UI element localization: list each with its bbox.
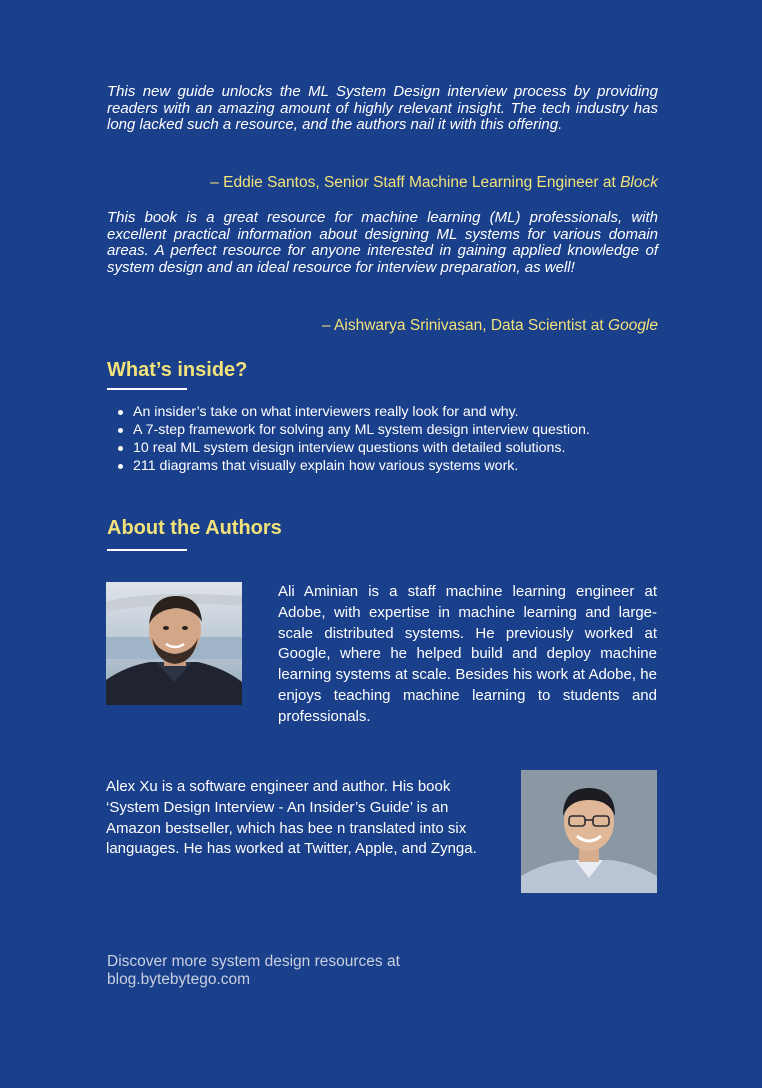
- bullet-icon: [118, 446, 123, 451]
- testimonial-author-2: – Aishwarya Srinivasan, Data Scientist at: [321, 317, 609, 334]
- testimonial-company-1: Block: [620, 174, 658, 191]
- whats-inside-list: [107, 403, 667, 475]
- list-item: [107, 457, 667, 475]
- footer-line: Discover more system design resources at: [107, 953, 400, 970]
- list-item-text: 211 diagrams that visually explain how various systems work.: [133, 458, 519, 474]
- testimonial-quote-1: This new guide unlocks the ML System Design interview process by providing readers with an amazing amount of highly relevant insight. The tech industry has long lacked such a resource, and the authors nail it with this offering.: [107, 83, 658, 133]
- whats-inside-title: What’s inside?: [107, 359, 248, 381]
- list-item: [107, 421, 667, 439]
- footer: [107, 953, 400, 989]
- about-authors-title: About the Authors: [107, 517, 282, 539]
- about-authors-underline: [107, 549, 187, 551]
- testimonial-author-1: – Eddie Santos, Senior Staff Machine Learning Engineer at: [210, 174, 621, 191]
- list-item-text: A 7-step framework for solving any ML system design interview question.: [133, 422, 590, 438]
- list-item: [107, 439, 667, 457]
- bullet-icon: [118, 428, 123, 433]
- testimonial-quote-2: This book is a great resource for machine learning (ML) professionals, with excellent practical information about designing ML systems for various domain areas. A perfect resource for anyone interested in gaining applied knowledge of system design and an ideal resource for interview preparation, as well!: [107, 209, 658, 276]
- author-bio-alex-xu: Alex Xu is a software engineer and author. His book ‘System Design Interview - An Insider’s Guide’ is an Amazon bestseller, which has bee n translated into six languages. He has worked at Twitter, Apple, and Zynga.: [106, 778, 477, 858]
- whats-inside-underline: [107, 388, 187, 390]
- testimonial-attribution-1: [210, 174, 658, 192]
- bullet-icon: [118, 410, 123, 415]
- author-bio-ali-aminian: Ali Aminian is a staff machine learning engineer at Adobe, with expertise in machine learning and large-scale distributed systems. He previously worked at Google, where he helped build and deploy machine learning systems at scale. Besides his work at Adobe, he enjoys teaching machine learning to students and professionals.: [278, 583, 657, 725]
- list-item-text: 10 real ML system design interview questions with detailed solutions.: [133, 440, 566, 456]
- list-item: [107, 403, 667, 421]
- author-photo-alex-xu: [521, 770, 657, 893]
- author-photo-ali-aminian: [106, 582, 242, 705]
- footer-link[interactable]: blog.bytebytego.com: [107, 971, 251, 988]
- bullet-icon: [118, 464, 123, 469]
- testimonial-company-2: Google: [608, 317, 658, 334]
- list-item-text: An insider’s take on what interviewers really look for and why.: [133, 404, 519, 420]
- testimonial-attribution-2: [322, 317, 658, 335]
